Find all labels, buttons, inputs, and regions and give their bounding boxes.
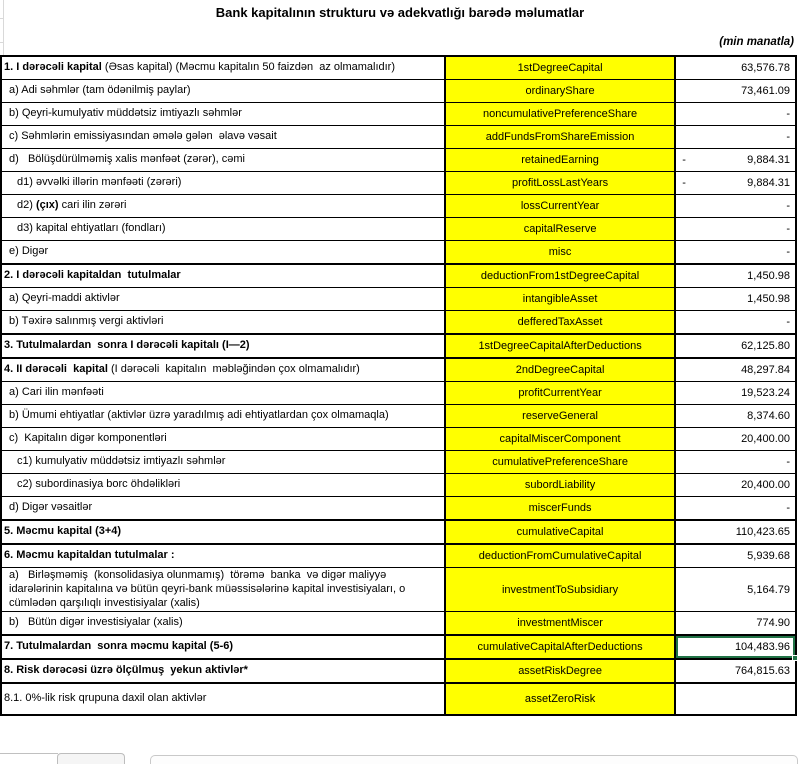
value-text: 104,483.96	[734, 641, 790, 654]
unit-note: (min manatla)	[719, 36, 794, 48]
table-row	[2, 357, 795, 381]
code-cell[interactable]: profitLossLastYears	[446, 172, 676, 194]
label-segment: 8. Risk dərəcəsi üzrə ölçülmuş yekun aktivlər*	[4, 664, 248, 677]
label-cell[interactable]	[2, 311, 446, 333]
code-cell[interactable]: investmentToSubsidiary	[446, 568, 676, 611]
value-text: -	[786, 246, 790, 258]
table-row	[2, 427, 795, 450]
value-text: 1,450.98	[747, 293, 790, 305]
label-segment: 8.1. 0%-lik risk qrupuna daxil olan aktivlər	[4, 692, 207, 705]
table-row	[2, 333, 795, 357]
value-text: 63,576.78	[741, 62, 790, 74]
code-cell[interactable]: investmentMiscer	[446, 612, 676, 634]
value-text: 9,884.31	[747, 177, 790, 189]
code-cell[interactable]: noncumulativePreferenceShare	[446, 103, 676, 125]
label-segment: d1) əvvəlki illərin mənfəəti (zərəri)	[17, 176, 182, 189]
table-row	[2, 57, 795, 79]
value-cell[interactable]	[676, 405, 795, 427]
table-row	[2, 79, 795, 102]
code-cell[interactable]: deductionFrom1stDegreeCapital	[446, 265, 676, 287]
table-row	[2, 217, 795, 240]
table-row	[2, 682, 795, 714]
sheet-tab[interactable]	[150, 755, 798, 764]
value-cell[interactable]	[676, 80, 795, 102]
label-segment: d) Bölüşdürülməmiş xalis mənfəət (zərər), cəmi	[9, 153, 245, 166]
label-cell[interactable]	[2, 218, 446, 240]
table-row	[2, 450, 795, 473]
label-cell[interactable]	[2, 103, 446, 125]
label-segment: b) Qeyri-kumulyativ müddətsiz imtiyazlı səhmlər	[9, 107, 242, 120]
code-cell[interactable]: 1stDegreeCapitalAfterDeductions	[446, 335, 676, 357]
label-cell[interactable]	[2, 57, 446, 79]
value-text: 73,461.09	[741, 85, 790, 97]
report-title: Bank kapitalının strukturu və adekvatlığı barədə məlumatlar	[215, 5, 585, 20]
label-cell[interactable]	[2, 451, 446, 473]
label-cell[interactable]	[2, 612, 446, 634]
label-cell[interactable]	[2, 241, 446, 263]
code-cell[interactable]: retainedEarning	[446, 149, 676, 171]
code-cell[interactable]: subordLiability	[446, 474, 676, 496]
value-text: -	[786, 200, 790, 212]
label-cell[interactable]	[2, 660, 446, 682]
value-cell[interactable]	[676, 172, 795, 194]
value-cell[interactable]	[676, 474, 795, 496]
value-cell[interactable]	[676, 612, 795, 634]
label-segment: 2. I dərəcəli kapitaldan tutulmalar	[4, 269, 181, 282]
code-cell[interactable]: miscerFunds	[446, 497, 676, 519]
code-cell[interactable]: defferedTaxAsset	[446, 311, 676, 333]
code-cell[interactable]: profitCurrentYear	[446, 382, 676, 404]
label-cell[interactable]	[2, 405, 446, 427]
code-cell[interactable]: cumulativePreferenceShare	[446, 451, 676, 473]
label-cell[interactable]	[2, 335, 446, 357]
code-cell[interactable]: reserveGeneral	[446, 405, 676, 427]
table-row	[2, 194, 795, 217]
label-segment: c2) subordinasiya borc öhdəlikləri	[17, 478, 181, 491]
value-cell[interactable]	[676, 521, 795, 543]
value-text: 19,523.24	[741, 387, 790, 399]
table-row	[2, 634, 795, 658]
table-row	[2, 240, 795, 263]
value-text: 1,450.98	[747, 270, 790, 282]
value-text: 5,164.79	[747, 583, 790, 596]
value-text: -	[786, 108, 790, 120]
code-cell[interactable]: capitalReserve	[446, 218, 676, 240]
table-row	[2, 381, 795, 404]
label-cell[interactable]	[2, 568, 446, 611]
table-row	[2, 519, 795, 543]
table-row	[2, 148, 795, 171]
value-cell[interactable]	[676, 428, 795, 450]
code-cell[interactable]: assetRiskDegree	[446, 660, 676, 682]
value-text: 20,400.00	[741, 479, 790, 491]
label-segment: 4. II dərəcəli kapital	[4, 363, 108, 376]
label-segment: (I dərəcəli kapitalın məbləğindən çox olmamalıdır)	[107, 363, 360, 376]
value-text: 8,374.60	[747, 410, 790, 422]
value-text: -	[786, 316, 790, 328]
label-cell[interactable]	[2, 126, 446, 148]
label-segment: b) Təxirə salınmış vergi aktivləri	[9, 315, 164, 328]
value-cell[interactable]	[676, 335, 795, 357]
label-cell[interactable]	[2, 684, 446, 714]
value-text: -	[786, 456, 790, 468]
label-cell[interactable]	[2, 497, 446, 519]
sheet-tab-strip	[0, 753, 800, 764]
minus-sign: -	[682, 177, 686, 189]
label-cell[interactable]	[2, 80, 446, 102]
label-cell[interactable]	[2, 545, 446, 567]
label-segment: 1. I dərəcəli kapital	[4, 61, 102, 74]
table-row	[2, 658, 795, 682]
label-segment: 5. Məcmu kapital (3+4)	[4, 525, 122, 538]
label-cell[interactable]	[2, 428, 446, 450]
value-cell[interactable]	[676, 382, 795, 404]
value-cell[interactable]	[676, 241, 795, 263]
code-cell[interactable]: addFundsFromShareEmission	[446, 126, 676, 148]
value-cell[interactable]	[676, 684, 795, 714]
value-cell-selected[interactable]	[676, 636, 795, 658]
table-row	[2, 404, 795, 427]
label-segment: cari ilin zərəri	[58, 199, 127, 212]
label-segment: (çıx)	[35, 199, 59, 212]
sheet-tab[interactable]	[57, 753, 125, 764]
value-cell[interactable]	[676, 265, 795, 287]
label-segment: a) Cari ilin mənfəəti	[9, 386, 104, 399]
label-cell[interactable]	[2, 636, 446, 658]
label-segment: b) Ümumi ehtiyatlar (aktivlər üzrə yaradılmış adi ehtiyatlardan çox olmamaqla)	[9, 409, 389, 422]
code-cell[interactable]: 1stDegreeCapital	[446, 57, 676, 79]
code-cell[interactable]: 2ndDegreeCapital	[446, 359, 676, 381]
label-segment: c) Səhmlərin emissiyasından əmələ gələn əlavə vəsait	[9, 130, 277, 143]
code-cell[interactable]: assetZeroRisk	[446, 684, 676, 714]
table-row	[2, 287, 795, 310]
code-cell[interactable]: cumulativeCapital	[446, 521, 676, 543]
label-cell[interactable]	[2, 149, 446, 171]
value-cell[interactable]	[676, 660, 795, 682]
label-cell[interactable]	[2, 474, 446, 496]
code-cell[interactable]: misc	[446, 241, 676, 263]
label-segment: c1) kumulyativ müddətsiz imtiyazlı səhmlər	[17, 455, 226, 468]
value-cell[interactable]	[676, 57, 795, 79]
label-cell[interactable]	[2, 172, 446, 194]
value-text: 62,125.80	[741, 340, 790, 352]
gridline-stub	[0, 42, 4, 43]
value-cell[interactable]	[676, 218, 795, 240]
label-segment: b) Bütün digər investisiyalar (xalis)	[9, 616, 183, 629]
label-cell[interactable]	[2, 195, 446, 217]
value-cell[interactable]	[676, 545, 795, 567]
label-cell[interactable]	[2, 359, 446, 381]
value-cell[interactable]	[676, 359, 795, 381]
label-segment: 3. Tutulmalardan sonra I dərəcəli kapitalı (I—2)	[4, 339, 250, 352]
value-text: -	[786, 223, 790, 235]
value-cell[interactable]	[676, 497, 795, 519]
value-text: 9,884.31	[747, 154, 790, 166]
value-text: 20,400.00	[741, 433, 790, 445]
label-segment: d2)	[17, 199, 36, 212]
table-row	[2, 102, 795, 125]
table-row	[2, 263, 795, 287]
table-row	[2, 543, 795, 567]
value-text: 764,815.63	[734, 665, 790, 678]
label-cell[interactable]	[2, 288, 446, 310]
capital-structure-table	[0, 55, 797, 716]
value-text: 774.90	[756, 617, 790, 630]
table-row	[2, 611, 795, 634]
value-cell[interactable]	[676, 195, 795, 217]
minus-sign: -	[682, 154, 686, 166]
table-row	[2, 310, 795, 333]
label-segment: a) Adi səhmlər (tam ödənilmiş paylar)	[9, 84, 191, 97]
value-cell[interactable]	[676, 311, 795, 333]
table-row	[2, 496, 795, 519]
value-text: -	[786, 131, 790, 143]
label-segment: d3) kapital ehtiyatları (fondları)	[17, 222, 166, 235]
value-cell[interactable]	[676, 288, 795, 310]
code-cell[interactable]: intangibleAsset	[446, 288, 676, 310]
value-text: 48,297.84	[741, 364, 790, 376]
code-cell[interactable]: capitalMiscerComponent	[446, 428, 676, 450]
label-cell[interactable]	[2, 521, 446, 543]
label-cell[interactable]	[2, 382, 446, 404]
label-segment: e) Digər	[9, 245, 49, 258]
label-segment: a) Birləşməmiş (konsolidasiya olunmamış) törəmə banka və digər maliyyə idarələrinin kapitalına və bütün qeyri-bank müəssisələrinə kapital investisiyaları, o cümlədən qarşılıqlı investisiyalar (xalis)	[9, 569, 409, 609]
label-segment: a) Qeyri-maddi aktivlər	[9, 292, 120, 305]
value-text: -	[786, 502, 790, 514]
label-segment: (Əsas kapital) (Məcmu kapitalın 50 faizdən az olmamalıdır)	[101, 61, 396, 74]
value-text: 110,423.65	[735, 526, 790, 538]
fill-handle[interactable]	[792, 655, 798, 661]
value-cell[interactable]	[676, 451, 795, 473]
table-row	[2, 125, 795, 148]
value-cell[interactable]	[676, 126, 795, 148]
label-segment: d) Digər vəsaitlər	[9, 501, 93, 514]
label-segment: c) Kapitalın digər komponentləri	[9, 432, 167, 445]
tab-strip-line	[0, 753, 58, 754]
code-cell[interactable]: deductionFromCumulativeCapital	[446, 545, 676, 567]
table-row	[2, 567, 795, 611]
label-cell[interactable]	[2, 265, 446, 287]
table-row	[2, 473, 795, 496]
code-cell[interactable]: ordinaryShare	[446, 80, 676, 102]
value-cell[interactable]	[676, 149, 795, 171]
value-cell[interactable]	[676, 568, 795, 611]
code-cell[interactable]: cumulativeCapitalAfterDeductions	[446, 636, 676, 658]
value-text: 5,939.68	[747, 550, 790, 562]
table-row	[2, 171, 795, 194]
value-cell[interactable]	[676, 103, 795, 125]
label-segment: 7. Tutulmalardan sonra məcmu kapital (5-6)	[4, 640, 234, 653]
code-cell[interactable]: lossCurrentYear	[446, 195, 676, 217]
label-segment: 6. Məcmu kapitaldan tutulmalar :	[4, 549, 175, 562]
